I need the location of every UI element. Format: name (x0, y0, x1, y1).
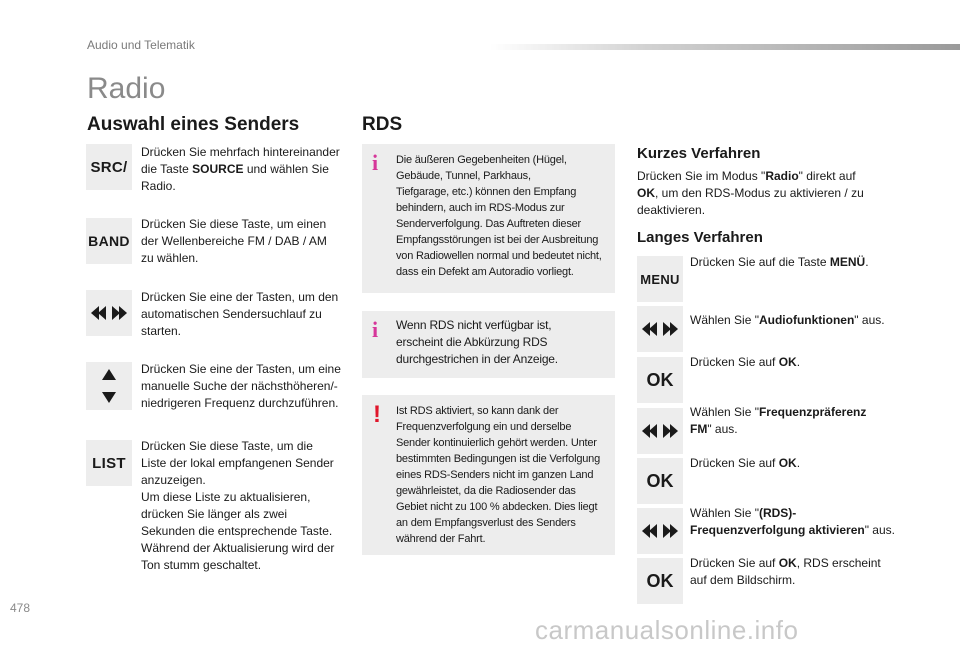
warning-icon: ! (373, 401, 381, 428)
info-note-2 (362, 311, 615, 378)
seek-arrows-icon (637, 508, 683, 554)
long-procedure-heading: Langes Verfahren (637, 229, 763, 246)
info-note-1 (362, 144, 615, 293)
menu-button-icon: MENU (637, 256, 683, 302)
source-button-icon: SRC/ (86, 144, 132, 190)
header-gradient-bar (490, 44, 960, 50)
list-button-icon: LIST (86, 440, 132, 486)
seek-arrows-icon (86, 290, 132, 336)
left-item-5-text: Drücken Sie diese Taste, um die Liste der lokal empfangenen Sender anzuzeigen. Um diese Liste zu aktualisieren, drücken Sie länger als zwei Sekunden die entsprechende Taste. Während der Aktualisierung wird der Ton stumm geschaltet. (141, 439, 335, 572)
long-step-1: Drücken Sie auf die Taste MENÜ. (690, 255, 869, 269)
seek-arrows-icon (637, 306, 683, 352)
long-step-2: Wählen Sie "Audiofunktionen" aus. (690, 313, 885, 327)
info-note-2-text: Wenn RDS nicht verfügbar ist, erscheint die Abkürzung RDS durchgestrichen in der Anzeige. (396, 318, 558, 366)
info-icon: i (372, 317, 379, 342)
long-step-5: Drücken Sie auf OK. (690, 456, 801, 470)
ok-button-icon: OK (637, 357, 683, 403)
rds-heading: RDS (362, 114, 403, 135)
left-item-1-text: Drücken Sie mehrfach hintereinander die Taste SOURCE und wählen Sie Radio. (141, 145, 340, 193)
band-button-icon: BAND (86, 218, 132, 264)
ok-button-icon: OK (637, 558, 683, 604)
page-number: 478 (10, 601, 31, 615)
left-item-2-text: Drücken Sie diese Taste, um einen der Wellenbereiche FM / DAB / AM zu wählen. (141, 217, 327, 265)
left-heading: Auswahl eines Senders (87, 114, 300, 135)
left-item-3-text: Drücken Sie eine der Tasten, um den automatischen Sendersuchlauf zu starten. (141, 290, 339, 338)
page-title: Radio (87, 72, 166, 105)
seek-arrows-icon (637, 408, 683, 454)
watermark: carmanualsonline.info (535, 615, 799, 645)
long-step-3: Drücken Sie auf OK. (690, 355, 801, 369)
long-step-6: Wählen Sie "(RDS)- Frequenzverfolgung aktivieren" aus. (690, 506, 895, 537)
long-step-4: Wählen Sie "Frequenzpräferenz FM" aus. (690, 405, 867, 436)
section-header: Audio und Telematik (87, 38, 195, 52)
long-step-7: Drücken Sie auf OK, RDS erscheint auf dem Bildschirm. (690, 556, 881, 587)
short-procedure-text: Drücken Sie im Modus "Radio" direkt auf OK, um den RDS-Modus zu aktivieren / zu deaktivieren. (637, 169, 864, 217)
info-note-1-text: Die äußeren Gegebenheiten (Hügel, Gebäude, Tunnel, Parkhaus, Tiefgarage, etc.) können den Empfang behindern, auch im RDS-Modus zur Senderverfolgung. Das Auftreten dieser Empfangsstörungen ist bei der Ausbreitung von Radiowellen normal und bedeutet nicht, dass ein Defekt am Autoradio vorliegt. (396, 154, 602, 278)
short-procedure-heading: Kurzes Verfahren (637, 145, 761, 162)
warning-note (362, 395, 615, 555)
ok-button-icon: OK (637, 458, 683, 504)
left-item-4-text: Drücken Sie eine der Tasten, um eine manuelle Suche der nächsthöheren/- niedrigeren Frequenz durchzuführen. (141, 362, 341, 410)
warning-note-text: Ist RDS aktiviert, so kann dank der Frequenzverfolgung ein und derselbe Sender kontinuierlich gehört werden. Unter bestimmten Bedingungen ist die Verfolgung eines RDS-Senders nicht im ganzen Land gewährleistet, da die Radiosender das Gebiet nicht zu 100 % abdecken. Dies liegt an dem Empfangsverlust des Senders während der Fahrt. (396, 405, 600, 545)
up-down-arrows-icon (86, 362, 132, 410)
info-icon: i (372, 150, 379, 175)
